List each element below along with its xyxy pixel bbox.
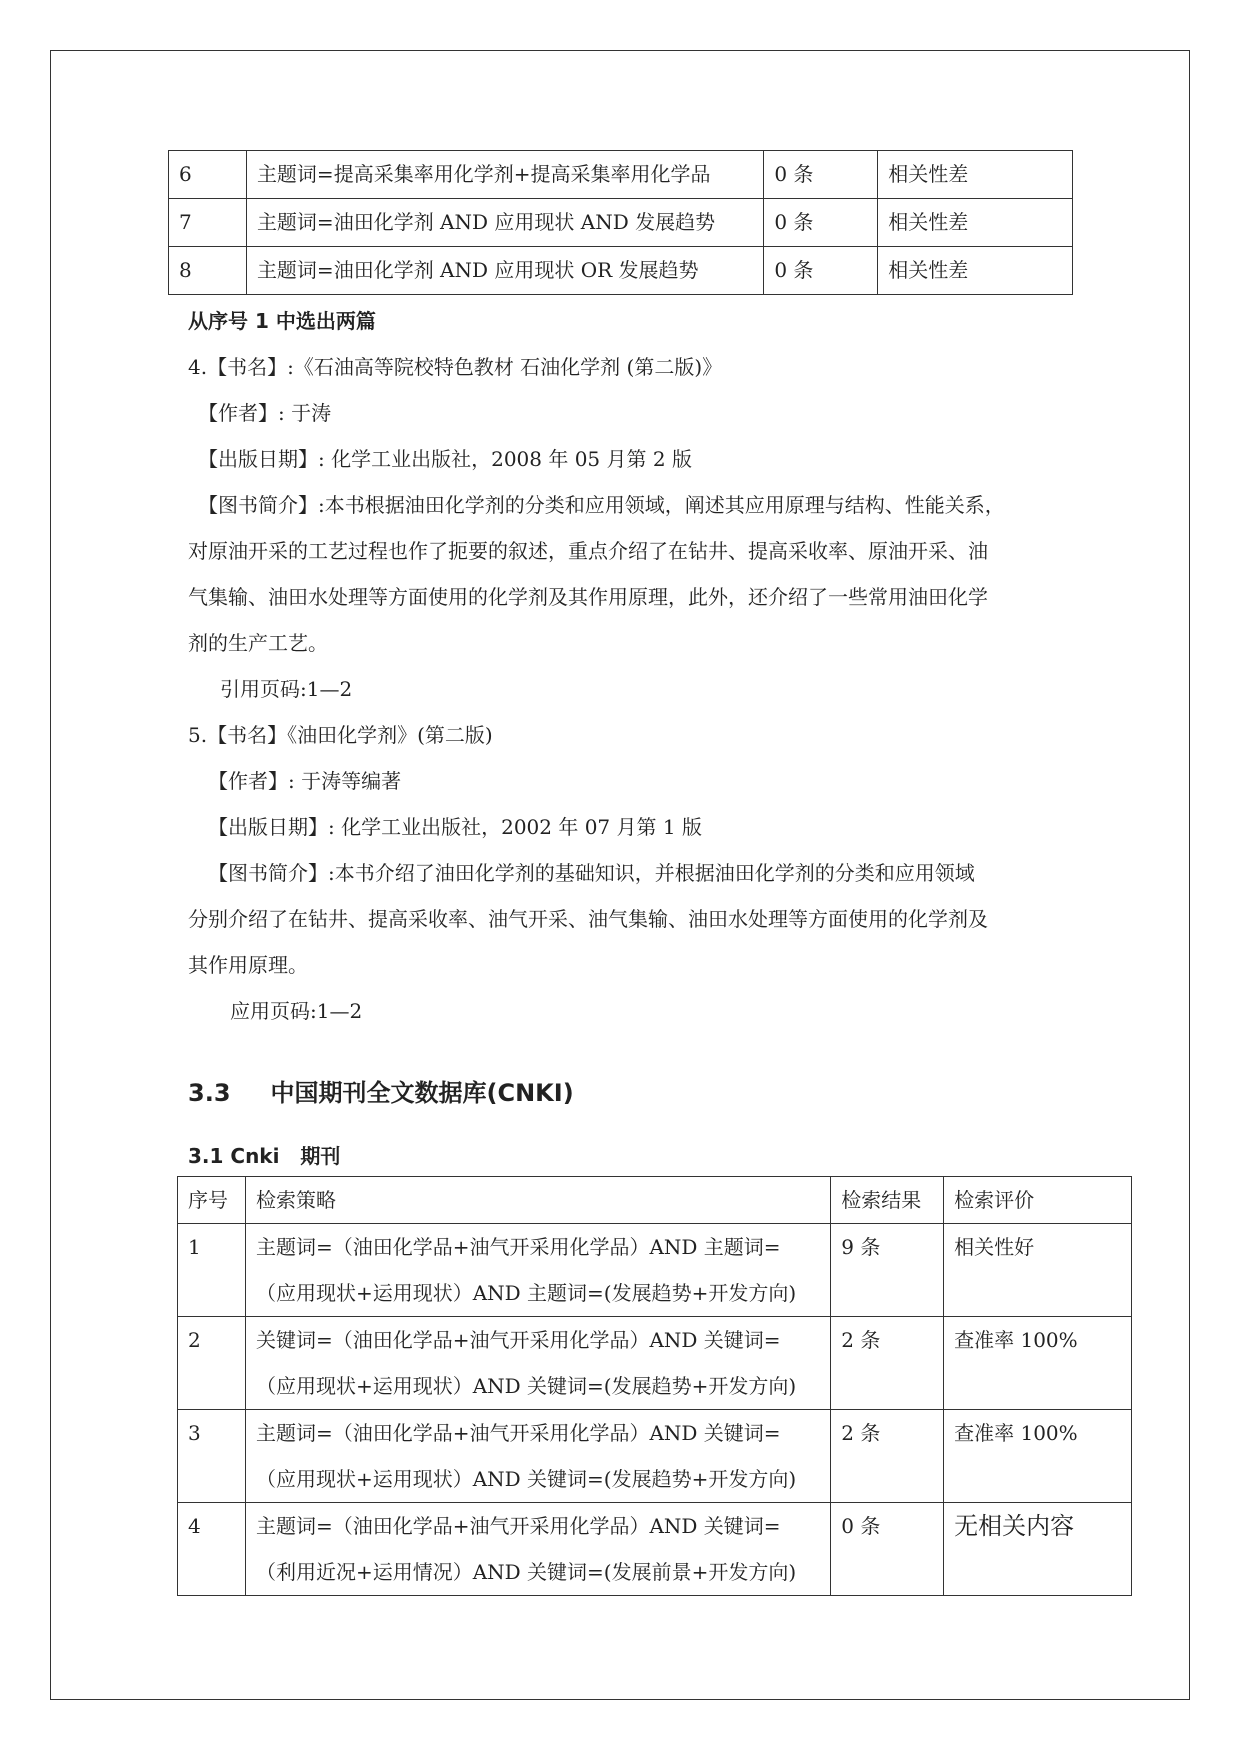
header-result: 检索结果 [831,1177,944,1224]
row-number: 3 [178,1410,246,1503]
book5-author: 【作者】: 于涛等编著 [208,769,402,793]
search-table-continued [168,150,1073,295]
search-evaluation: 查准率 100% [944,1410,1132,1503]
section-title: 中国期刊全文数据库(CNKI) [270,1079,574,1107]
search-evaluation: 无相关内容 [944,1503,1132,1596]
row-number: 7 [169,199,247,247]
book4-author: 【作者】: 于涛 [198,401,332,425]
search-strategy [245,1224,830,1317]
book4-title: 4.【书名】:《石油高等院校特色教材 石油化学剂 (第二版)》 [188,355,723,379]
search-strategy: 主题词=提高采集率用化学剂+提高采集率用化学品 [246,151,763,199]
search-strategy [245,1410,830,1503]
row-number: 1 [178,1224,246,1317]
book5-intro-line: 分别介绍了在钻井、提高采收率、油气开采、油气集输、油田水处理等方面使用的化学剂及 [188,907,988,931]
book5-intro-line: 其作用原理。 [188,953,308,977]
strategy-line: （应用现状+运用现状）AND 关键词=(发展趋势+开发方向) [255,1374,797,1398]
search-evaluation: 查准率 100% [944,1317,1132,1410]
book4-intro-line: 气集输、油田水处理等方面使用的化学剂及其作用原理，此外，还介绍了一些常用油田化学 [188,585,988,609]
strategy-line: 关键词=（油田化学品+油气开采用化学品）AND 关键词= [255,1328,781,1352]
book5-intro-line: 【图书简介】:本书介绍了油田化学剂的基础知识，并根据油田化学剂的分类和应用领域 [208,861,975,885]
search-result: 0 条 [764,247,878,295]
search-result: 2 条 [831,1317,944,1410]
book4-intro-line: 对原油开采的工艺过程也作了扼要的叙述，重点介绍了在钻井、提高采收率、原油开采、油 [188,539,988,563]
table-header-row [178,1177,1132,1224]
strategy-line: （应用现状+运用现状）AND 关键词=(发展趋势+开发方向) [255,1467,797,1491]
book5-date: 【出版日期】: 化学工业出版社，2002 年 07 月第 1 版 [208,815,702,839]
table-row [178,1317,1132,1410]
row-number: 8 [169,247,247,295]
strategy-line: 主题词=（油田化学品+油气开采用化学品）AND 关键词= [255,1514,781,1538]
search-result: 9 条 [831,1224,944,1317]
search-evaluation: 相关性差 [878,247,1073,295]
cnki-search-table [177,1176,1132,1596]
row-number: 4 [178,1503,246,1596]
search-evaluation: 相关性差 [878,199,1073,247]
table-row [169,247,1073,295]
strategy-line: 主题词=（油田化学品+油气开采用化学品）AND 主题词= [255,1235,781,1259]
section-number: 3.3 [188,1079,231,1107]
search-result: 0 条 [764,199,878,247]
search-result: 0 条 [831,1503,944,1596]
row-number: 6 [169,151,247,199]
row-number: 2 [178,1317,246,1410]
search-result: 0 条 [764,151,878,199]
strategy-line: （利用近况+运用情况）AND 关键词=(发展前景+开发方向) [255,1560,797,1584]
picked-heading: 从序号 1 中选出两篇 [188,309,376,333]
book4-intro-line: 剂的生产工艺。 [188,631,328,655]
header-number: 序号 [178,1177,246,1224]
subsection-heading: 3.1 Cnki 期刊 [188,1144,341,1168]
header-strategy: 检索策略 [245,1177,830,1224]
search-evaluation: 相关性差 [878,151,1073,199]
header-evaluation: 检索评价 [944,1177,1132,1224]
search-strategy [245,1503,830,1596]
section-heading [188,1073,574,1108]
table-row [169,151,1073,199]
book4-date: 【出版日期】: 化学工业出版社，2008 年 05 月第 2 版 [198,447,692,471]
search-strategy: 主题词=油田化学剂 AND 应用现状 OR 发展趋势 [246,247,763,295]
strategy-line: 主题词=（油田化学品+油气开采用化学品）AND 关键词= [255,1421,781,1445]
search-strategy [245,1317,830,1410]
table-row [178,1224,1132,1317]
strategy-line: （应用现状+运用现状）AND 主题词=(发展趋势+开发方向) [255,1281,797,1305]
table-row [178,1410,1132,1503]
book5-pages: 应用页码:1—2 [230,999,363,1023]
table-row [178,1503,1132,1596]
book4-pages: 引用页码:1—2 [220,677,353,701]
search-result: 2 条 [831,1410,944,1503]
book4-intro-line: 【图书简介】:本书根据油田化学剂的分类和应用领域，阐述其应用原理与结构、性能关系， [198,493,1005,517]
book5-title: 5.【书名】《油田化学剂》(第二版) [188,723,493,747]
search-evaluation: 相关性好 [944,1224,1132,1317]
table-row [169,199,1073,247]
search-strategy: 主题词=油田化学剂 AND 应用现状 AND 发展趋势 [246,199,763,247]
